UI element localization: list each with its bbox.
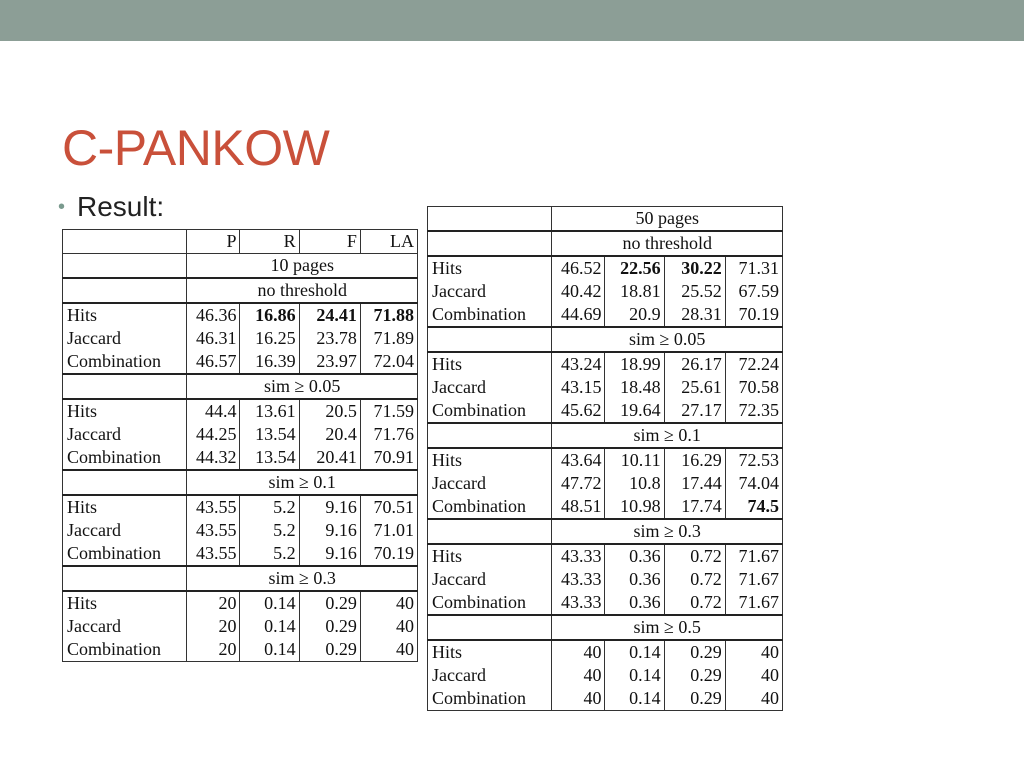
- blank-cell: [63, 470, 187, 495]
- threshold-label: sim ≥ 0.3: [187, 566, 418, 591]
- value-cell: 22.56: [605, 256, 664, 280]
- threshold-row: [428, 519, 783, 544]
- value-cell: 74.04: [725, 472, 782, 495]
- value-cell: 43.33: [552, 544, 605, 568]
- method-name: Combination: [63, 446, 187, 470]
- value-cell: 20.5: [299, 399, 360, 423]
- table-row: [428, 687, 783, 711]
- value-cell: 0.14: [605, 640, 664, 664]
- threshold-row: [63, 566, 418, 591]
- table-row: [63, 615, 418, 638]
- value-cell: 0.29: [664, 687, 725, 711]
- value-cell: 48.51: [552, 495, 605, 519]
- threshold-label: sim ≥ 0.5: [552, 615, 783, 640]
- column-header: LA: [360, 230, 417, 254]
- method-name: Jaccard: [63, 519, 187, 542]
- value-cell: 13.61: [240, 399, 299, 423]
- value-cell: 43.55: [187, 542, 240, 566]
- pages-row: [428, 207, 783, 232]
- method-name: Jaccard: [428, 280, 552, 303]
- value-cell: 67.59: [725, 280, 782, 303]
- blank-cell: [428, 207, 552, 232]
- value-cell: 25.52: [664, 280, 725, 303]
- table-row: [428, 256, 783, 280]
- table-row: [428, 448, 783, 472]
- value-cell: 71.67: [725, 591, 782, 615]
- value-cell: 43.64: [552, 448, 605, 472]
- blank-cell: [428, 615, 552, 640]
- table-row: [428, 591, 783, 615]
- threshold-row: [63, 470, 418, 495]
- value-cell: 0.72: [664, 544, 725, 568]
- value-cell: 0.14: [240, 615, 299, 638]
- table-row: [63, 423, 418, 446]
- blank-cell: [428, 327, 552, 352]
- value-cell: 70.19: [725, 303, 782, 327]
- value-cell: 45.62: [552, 399, 605, 423]
- value-cell: 40: [725, 687, 782, 711]
- value-cell: 16.25: [240, 327, 299, 350]
- value-cell: 44.25: [187, 423, 240, 446]
- value-cell: 16.86: [240, 303, 299, 327]
- table-row: [63, 495, 418, 519]
- value-cell: 71.59: [360, 399, 417, 423]
- bullet-dot-icon: •: [58, 196, 66, 218]
- value-cell: 70.51: [360, 495, 417, 519]
- pages-label: 50 pages: [552, 207, 783, 232]
- table-row: [428, 280, 783, 303]
- table-row: [428, 399, 783, 423]
- method-name: Combination: [63, 542, 187, 566]
- threshold-row: [63, 278, 418, 303]
- value-cell: 26.17: [664, 352, 725, 376]
- value-cell: 27.17: [664, 399, 725, 423]
- table-row: [63, 446, 418, 470]
- method-name: Hits: [428, 352, 552, 376]
- value-cell: 0.29: [299, 591, 360, 615]
- value-cell: 20: [187, 615, 240, 638]
- value-cell: 0.72: [664, 591, 725, 615]
- method-name: Hits: [63, 399, 187, 423]
- table-row: [63, 542, 418, 566]
- value-cell: 25.61: [664, 376, 725, 399]
- method-name: Jaccard: [428, 664, 552, 687]
- column-header: R: [240, 230, 299, 254]
- threshold-label: sim ≥ 0.3: [552, 519, 783, 544]
- method-name: Combination: [428, 495, 552, 519]
- value-cell: 40: [552, 640, 605, 664]
- threshold-row: [428, 327, 783, 352]
- value-cell: 30.22: [664, 256, 725, 280]
- table-row: [428, 352, 783, 376]
- value-cell: 71.31: [725, 256, 782, 280]
- value-cell: 0.36: [605, 544, 664, 568]
- pages-row: [63, 254, 418, 279]
- method-name: Jaccard: [63, 423, 187, 446]
- value-cell: 28.31: [664, 303, 725, 327]
- table-row: [63, 591, 418, 615]
- threshold-label: no threshold: [552, 231, 783, 256]
- value-cell: 0.29: [664, 664, 725, 687]
- method-name: Hits: [63, 591, 187, 615]
- pages-label: 10 pages: [187, 254, 418, 279]
- table-row: [63, 638, 418, 662]
- value-cell: 44.32: [187, 446, 240, 470]
- left-table-frame: [62, 229, 422, 681]
- method-name: Jaccard: [428, 472, 552, 495]
- value-cell: 46.57: [187, 350, 240, 374]
- value-cell: 18.48: [605, 376, 664, 399]
- blank-cell: [428, 231, 552, 256]
- value-cell: 70.19: [360, 542, 417, 566]
- value-cell: 43.15: [552, 376, 605, 399]
- table-row: [428, 664, 783, 687]
- method-name: Jaccard: [63, 615, 187, 638]
- value-cell: 70.91: [360, 446, 417, 470]
- value-cell: 20: [187, 638, 240, 662]
- value-cell: 9.16: [299, 519, 360, 542]
- threshold-label: sim ≥ 0.05: [552, 327, 783, 352]
- value-cell: 0.36: [605, 591, 664, 615]
- value-cell: 71.01: [360, 519, 417, 542]
- column-header: F: [299, 230, 360, 254]
- value-cell: 40: [725, 640, 782, 664]
- value-cell: 71.89: [360, 327, 417, 350]
- blank-cell: [428, 423, 552, 448]
- value-cell: 72.35: [725, 399, 782, 423]
- value-cell: 40: [360, 638, 417, 662]
- threshold-row: [428, 231, 783, 256]
- value-cell: 43.33: [552, 568, 605, 591]
- results-table-50-pages: [427, 206, 783, 711]
- slide-title: C-PANKOW: [62, 119, 330, 176]
- value-cell: 19.64: [605, 399, 664, 423]
- threshold-row: [428, 615, 783, 640]
- value-cell: 13.54: [240, 423, 299, 446]
- threshold-label: no threshold: [187, 278, 418, 303]
- value-cell: 20.9: [605, 303, 664, 327]
- value-cell: 0.72: [664, 568, 725, 591]
- value-cell: 71.67: [725, 568, 782, 591]
- value-cell: 24.41: [299, 303, 360, 327]
- value-cell: 20.41: [299, 446, 360, 470]
- method-name: Hits: [63, 495, 187, 519]
- value-cell: 9.16: [299, 542, 360, 566]
- results-table-10-pages: [62, 229, 418, 662]
- table-row: [428, 544, 783, 568]
- method-name: Combination: [63, 350, 187, 374]
- method-name: Hits: [428, 544, 552, 568]
- value-cell: 20: [187, 591, 240, 615]
- header-blank-cell: [63, 230, 187, 254]
- blank-cell: [63, 566, 187, 591]
- value-cell: 9.16: [299, 495, 360, 519]
- table-row: [63, 303, 418, 327]
- value-cell: 0.29: [299, 615, 360, 638]
- value-cell: 0.14: [240, 638, 299, 662]
- value-cell: 72.53: [725, 448, 782, 472]
- table-row: [63, 327, 418, 350]
- value-cell: 43.55: [187, 495, 240, 519]
- column-header: P: [187, 230, 240, 254]
- value-cell: 71.76: [360, 423, 417, 446]
- bullet-item: [58, 190, 164, 224]
- value-cell: 70.58: [725, 376, 782, 399]
- value-cell: 46.31: [187, 327, 240, 350]
- value-cell: 23.78: [299, 327, 360, 350]
- threshold-row: [63, 374, 418, 399]
- method-name: Combination: [428, 399, 552, 423]
- value-cell: 5.2: [240, 495, 299, 519]
- value-cell: 44.4: [187, 399, 240, 423]
- value-cell: 74.5: [725, 495, 782, 519]
- value-cell: 10.8: [605, 472, 664, 495]
- blank-cell: [63, 254, 187, 279]
- value-cell: 47.72: [552, 472, 605, 495]
- threshold-label: sim ≥ 0.1: [552, 423, 783, 448]
- method-name: Combination: [428, 303, 552, 327]
- method-name: Combination: [63, 638, 187, 662]
- value-cell: 0.29: [664, 640, 725, 664]
- blank-cell: [428, 519, 552, 544]
- value-cell: 5.2: [240, 519, 299, 542]
- method-name: Hits: [63, 303, 187, 327]
- value-cell: 0.14: [605, 687, 664, 711]
- value-cell: 0.29: [299, 638, 360, 662]
- method-name: Combination: [428, 591, 552, 615]
- value-cell: 10.98: [605, 495, 664, 519]
- value-cell: 43.33: [552, 591, 605, 615]
- method-name: Jaccard: [63, 327, 187, 350]
- value-cell: 13.54: [240, 446, 299, 470]
- value-cell: 0.14: [240, 591, 299, 615]
- value-cell: 46.36: [187, 303, 240, 327]
- value-cell: 40: [552, 687, 605, 711]
- table-row: [428, 376, 783, 399]
- method-name: Jaccard: [428, 376, 552, 399]
- blank-cell: [63, 278, 187, 303]
- table-row: [428, 303, 783, 327]
- method-name: Jaccard: [428, 568, 552, 591]
- value-cell: 18.99: [605, 352, 664, 376]
- value-cell: 43.55: [187, 519, 240, 542]
- method-name: Combination: [428, 687, 552, 711]
- value-cell: 40: [725, 664, 782, 687]
- threshold-label: sim ≥ 0.05: [187, 374, 418, 399]
- value-cell: 72.24: [725, 352, 782, 376]
- value-cell: 5.2: [240, 542, 299, 566]
- value-cell: 0.36: [605, 568, 664, 591]
- value-cell: 44.69: [552, 303, 605, 327]
- table-row: [428, 495, 783, 519]
- table-row: [428, 568, 783, 591]
- value-cell: 16.39: [240, 350, 299, 374]
- value-cell: 40: [360, 591, 417, 615]
- value-cell: 40: [552, 664, 605, 687]
- value-cell: 46.52: [552, 256, 605, 280]
- table-row: [428, 640, 783, 664]
- table-row: [63, 519, 418, 542]
- method-name: Hits: [428, 448, 552, 472]
- value-cell: 40.42: [552, 280, 605, 303]
- value-cell: 20.4: [299, 423, 360, 446]
- threshold-label: sim ≥ 0.1: [187, 470, 418, 495]
- top-accent-bar: [0, 0, 1024, 41]
- table-row: [63, 350, 418, 374]
- threshold-row: [428, 423, 783, 448]
- table-header-row: [63, 230, 418, 254]
- value-cell: 40: [360, 615, 417, 638]
- table-row: [63, 399, 418, 423]
- value-cell: 71.88: [360, 303, 417, 327]
- method-name: Hits: [428, 256, 552, 280]
- value-cell: 43.24: [552, 352, 605, 376]
- value-cell: 10.11: [605, 448, 664, 472]
- value-cell: 17.44: [664, 472, 725, 495]
- value-cell: 16.29: [664, 448, 725, 472]
- blank-cell: [63, 374, 187, 399]
- value-cell: 72.04: [360, 350, 417, 374]
- value-cell: 23.97: [299, 350, 360, 374]
- bullet-text: Result:: [77, 191, 165, 222]
- value-cell: 71.67: [725, 544, 782, 568]
- value-cell: 18.81: [605, 280, 664, 303]
- table-row: [428, 472, 783, 495]
- value-cell: 0.14: [605, 664, 664, 687]
- method-name: Hits: [428, 640, 552, 664]
- value-cell: 17.74: [664, 495, 725, 519]
